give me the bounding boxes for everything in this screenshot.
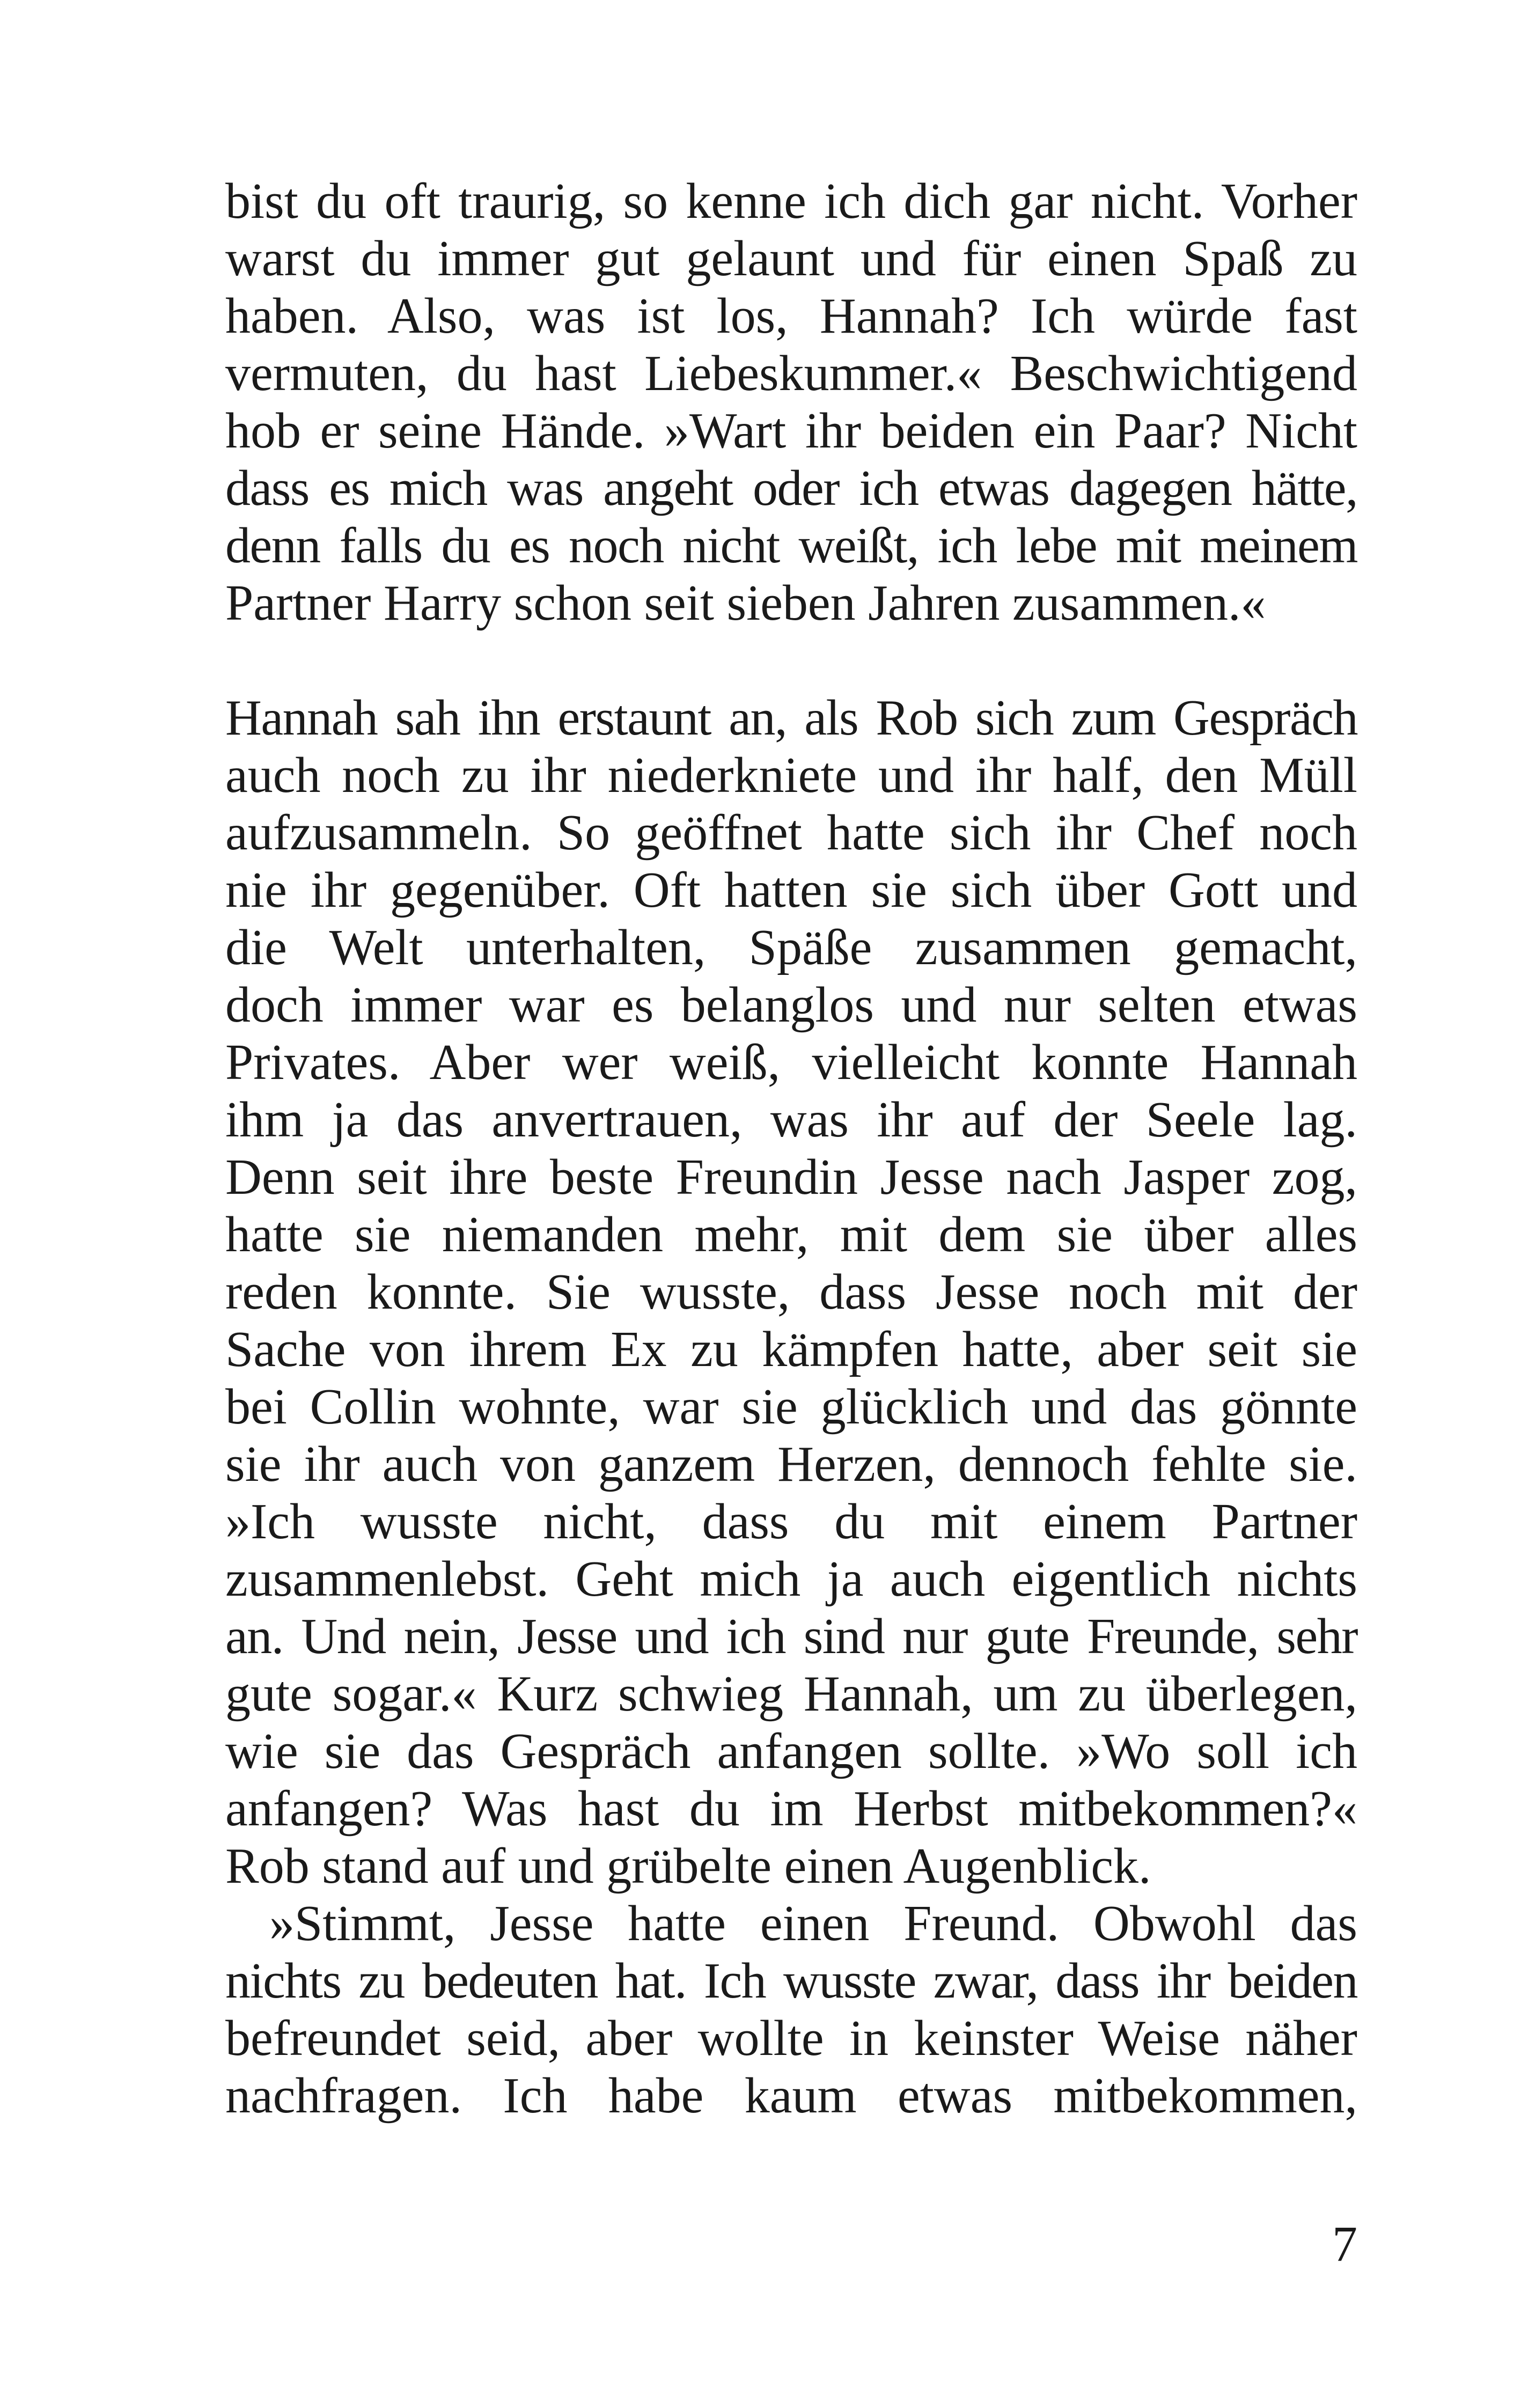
text-line: warst du immer gut gelaunt und für einen Spaß zu	[225, 231, 1357, 287]
text-line: an. Und nein, Jesse und ich sind nur gute Freunde, sehr	[225, 1609, 1357, 1664]
text-line: Sache von ihrem Ex zu kämpfen hatte, aber seit sie	[225, 1322, 1357, 1377]
text-line: gute sogar.« Kurz schwieg Hannah, um zu überlegen,	[225, 1666, 1357, 1722]
text-line: Denn seit ihre beste Freundin Jesse nach Jasper zog,	[225, 1149, 1357, 1205]
text-line: Partner Harry schon seit sieben Jahren zusammen.«	[225, 575, 1266, 631]
text-line: hob er seine Hände. »Wart ihr beiden ein Paar? Nicht	[225, 403, 1357, 459]
text-line: »Ich wusste nicht, dass du mit einem Partner	[225, 1494, 1357, 1550]
text-line: dass es mich was angeht oder ich etwas dagegen hätte,	[225, 460, 1357, 516]
text-line: ihm ja das anvertrauen, was ihr auf der Seele lag.	[225, 1092, 1357, 1148]
text-line: denn falls du es noch nicht weißt, ich lebe mit meinem	[225, 518, 1357, 574]
text-line: nichts zu bedeuten hat. Ich wusste zwar, dass ihr beiden	[225, 1953, 1357, 2009]
paragraph-break	[225, 632, 1357, 689]
text-line: nie ihr gegenüber. Oft hatten sie sich über Gott und	[225, 862, 1357, 918]
text-line: haben. Also, was ist los, Hannah? Ich würde fast	[225, 288, 1357, 344]
text-line: wie sie das Gespräch anfangen sollte. »Wo soll ich	[225, 1723, 1357, 1779]
text-line: »Stimmt, Jesse hatte einen Freund. Obwohl das	[269, 1896, 1357, 1951]
text-line: aufzusammeln. So geöffnet hatte sich ihr Chef noch	[225, 805, 1357, 861]
text-line: bist du oft traurig, so kenne ich dich gar nicht. Vorher	[225, 173, 1357, 229]
text-line: Privates. Aber wer weiß, vielleicht konnte Hannah	[225, 1034, 1357, 1090]
text-line: auch noch zu ihr niederkniete und ihr half, den Müll	[225, 747, 1357, 803]
text-line: Hannah sah ihn erstaunt an, als Rob sich zum Gespräch	[225, 690, 1357, 746]
text-line: Rob stand auf und grübelte einen Augenblick.	[225, 1838, 1151, 1894]
text-line: vermuten, du hast Liebeskummer.« Beschwichtigend	[225, 346, 1357, 401]
paragraph-3	[225, 1895, 1357, 2125]
text-line: hatte sie niemanden mehr, mit dem sie über alles	[225, 1207, 1357, 1262]
paragraph-2	[225, 689, 1357, 1895]
page-number: 7	[1332, 2216, 1357, 2272]
text-line: die Welt unterhalten, Späße zusammen gemacht,	[225, 920, 1357, 975]
text-line: befreundet seid, aber wollte in keinster Weise näher	[225, 2010, 1357, 2066]
text-line: anfangen? Was hast du im Herbst mitbekommen?«	[225, 1781, 1357, 1837]
text-line: bei Collin wohnte, war sie glücklich und das gönnte	[225, 1379, 1357, 1435]
page-text-block	[225, 173, 1357, 2125]
text-line: doch immer war es belanglos und nur selten etwas	[225, 977, 1357, 1033]
text-line: nachfragen. Ich habe kaum etwas mitbekommen,	[225, 2068, 1357, 2124]
text-line: sie ihr auch von ganzem Herzen, dennoch fehlte sie.	[225, 1436, 1357, 1492]
text-line: zusammenlebst. Geht mich ja auch eigentlich nichts	[225, 1551, 1357, 1607]
text-line: reden konnte. Sie wusste, dass Jesse noch mit der	[225, 1264, 1357, 1320]
paragraph-1	[225, 173, 1357, 632]
